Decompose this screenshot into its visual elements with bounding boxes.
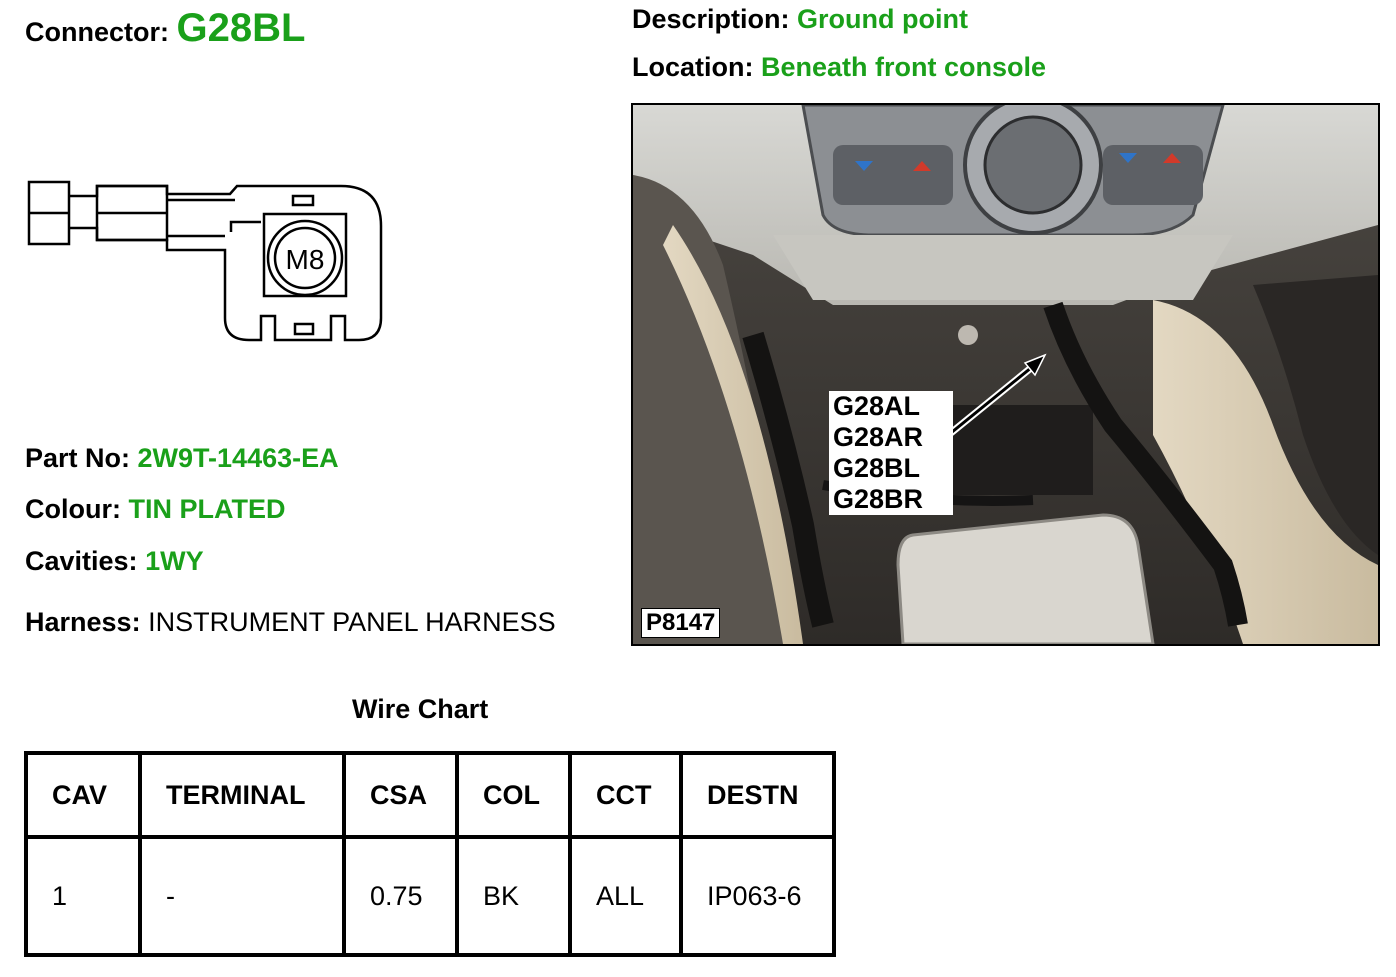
harness-value: INSTRUMENT PANEL HARNESS — [148, 607, 556, 637]
column-header-destn: DESTN — [681, 753, 834, 837]
location-value: Beneath front console — [761, 52, 1047, 82]
photo-reference: P8147 — [641, 608, 720, 638]
wire-chart-table — [24, 751, 836, 957]
description-value: Ground point — [797, 4, 968, 34]
cell-cav: 1 — [26, 837, 140, 955]
description-line — [632, 4, 968, 35]
console-photo-illustration — [633, 105, 1378, 644]
part-label: Part No: — [25, 443, 131, 473]
harness-line — [25, 607, 556, 638]
cell-col: BK — [457, 837, 570, 955]
cavities-label: Cavities: — [25, 546, 138, 576]
column-header-csa: CSA — [344, 753, 457, 837]
column-header-col: COL — [457, 753, 570, 837]
ring-terminal-drawing — [25, 178, 385, 348]
cell-csa: 0.75 — [344, 837, 457, 955]
table-row — [26, 837, 834, 955]
table-header-row — [26, 753, 834, 837]
location-photo — [631, 103, 1380, 646]
callout-item: G28BL — [833, 453, 921, 483]
stud-size-label: M8 — [285, 244, 325, 275]
column-header-cav: CAV — [26, 753, 140, 837]
part-value: 2W9T-14463-EA — [137, 443, 339, 473]
location-label: Location: — [632, 52, 754, 82]
colour-label: Colour: — [25, 494, 121, 524]
cell-cct: ALL — [570, 837, 681, 955]
callout-item: G28AR — [833, 422, 924, 452]
cell-destn: IP063-6 — [681, 837, 834, 955]
colour-value: TIN PLATED — [128, 494, 286, 524]
part-number-line — [25, 443, 339, 474]
callout-item: G28BR — [833, 484, 924, 514]
connector-diagram — [25, 178, 385, 353]
colour-line — [25, 494, 286, 525]
harness-label: Harness: — [25, 607, 141, 637]
column-header-terminal: TERMINAL — [140, 753, 344, 837]
connector-callout-list — [829, 391, 953, 515]
cell-terminal: - — [140, 837, 344, 955]
connector-label: Connector: — [25, 17, 169, 47]
description-label: Description: — [632, 4, 790, 34]
cavities-line — [25, 546, 204, 577]
column-header-cct: CCT — [570, 753, 681, 837]
cavities-value: 1WY — [145, 546, 204, 576]
wire-chart-title: Wire Chart — [352, 694, 489, 724]
callout-item: G28AL — [833, 391, 921, 421]
location-line — [632, 52, 1046, 83]
connector-heading — [25, 6, 305, 51]
connector-value: G28BL — [176, 6, 306, 50]
